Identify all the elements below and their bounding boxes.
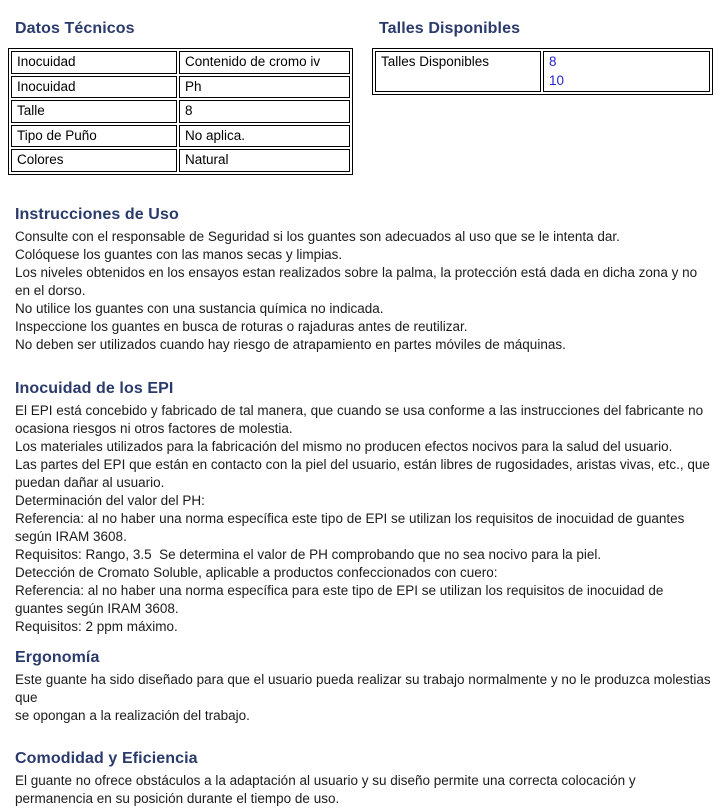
section-line: Determinación del valor del PH: [15, 492, 205, 508]
talle-link[interactable]: 10 [549, 72, 565, 88]
row-label: Talle [11, 100, 177, 123]
section-line: se opongan a la realización del trabajo. [15, 707, 250, 723]
datos-tecnicos-table [8, 48, 353, 175]
section-line: Colóquese los guantes con las manos secas y limpias. [15, 246, 343, 262]
talles-heading: Talles Disponibles [379, 20, 521, 37]
section-instrucciones-de-uso [15, 205, 712, 354]
section-comodidad-y-eficiencia [15, 749, 712, 808]
table-row [375, 51, 710, 92]
row-value: No aplica. [179, 125, 350, 148]
row-label: Talles Disponibles [375, 51, 541, 92]
table-row [11, 149, 350, 172]
section-line: Las partes del EPI que están en contacto con la piel del usuario, están libres de rugosidades, aristas vivas, etc., que puedan dañar al usuario. [15, 456, 714, 490]
table-row [11, 76, 350, 99]
section-line: Consulte con el responsable de Seguridad si los guantes son adecuados al uso que se le intenta dar. [15, 228, 620, 244]
row-value: Ph [179, 76, 350, 99]
table-row [11, 125, 350, 148]
talles-table [372, 48, 713, 95]
datos-tecnicos-heading: Datos Técnicos [15, 20, 135, 37]
talles-column [372, 19, 713, 175]
row-label: Inocuidad [11, 76, 177, 99]
row-value: Contenido de cromo iv [179, 51, 350, 74]
datos-tecnicos-column [8, 19, 353, 175]
row-label: Tipo de Puño [11, 125, 177, 148]
row-value: 8 [179, 100, 350, 123]
table-row [11, 51, 350, 74]
row-label: Colores [11, 149, 177, 172]
top-tables-area [0, 0, 720, 175]
section-line: Requisitos: 2 ppm máximo. [15, 618, 178, 634]
section-line: Este guante ha sido diseñado para que el usuario pueda realizar su trabajo normalmente y no le produzca molestias que [15, 671, 715, 705]
section-line: Los materiales utilizados para la fabricación del mismo no producen efectos nocivos para la salud del usuario. [15, 438, 673, 454]
section-heading: Inocuidad de los EPI [15, 379, 174, 397]
section-ergonomia [15, 648, 715, 725]
section-line: Inspeccione los guantes en busca de roturas o rajaduras antes de reutilizar. [15, 318, 468, 334]
section-line: El guante no ofrece obstáculos a la adaptación al usuario y su diseño permite una correcta colocación y permanencia en su posición durante el tiempo de uso. [15, 772, 640, 806]
section-heading: Instrucciones de Uso [15, 205, 179, 223]
talle-link[interactable]: 8 [549, 54, 557, 69]
section-line: No deben ser utilizados cuando hay riesgo de atrapamiento en partes móviles de máquinas. [15, 336, 566, 352]
talles-values-cell [543, 51, 710, 92]
section-line: No utilice los guantes con una sustancia química no indicada. [15, 300, 384, 316]
section-line: El EPI está concebido y fabricado de tal manera, que cuando se usa conforme a las instrucciones del fabricante no ocasiona riesgos ni otros factores de molestia. [15, 402, 707, 436]
row-value: Natural [179, 149, 350, 172]
section-line: Referencia: al no haber una norma específica para este tipo de EPI se utilizan los requisitos de inocuidad de guantes según IRAM 3608. [15, 582, 668, 616]
section-line: Los niveles obtenidos en los ensayos estan realizados sobre la palma, la protección está dada en dicha zona y no en el dorso. [15, 264, 701, 298]
section-heading: Ergonomía [15, 648, 100, 666]
section-line: Referencia: al no haber una norma específica este tipo de EPI se utilizan los requisitos de inocuidad de guantes según IRAM 3608. [15, 510, 689, 544]
row-label: Inocuidad [11, 51, 177, 74]
section-line: Requisitos: Rango, 3.5 Se determina el valor de PH comprobando que no sea nocivo para la piel. [15, 546, 602, 562]
section-heading: Comodidad y Eficiencia [15, 749, 198, 767]
section-line: Detección de Cromato Soluble, aplicable a productos confeccionados con cuero: [15, 564, 498, 580]
table-row [11, 100, 350, 123]
section-inocuidad-de-los-epi [15, 379, 712, 636]
